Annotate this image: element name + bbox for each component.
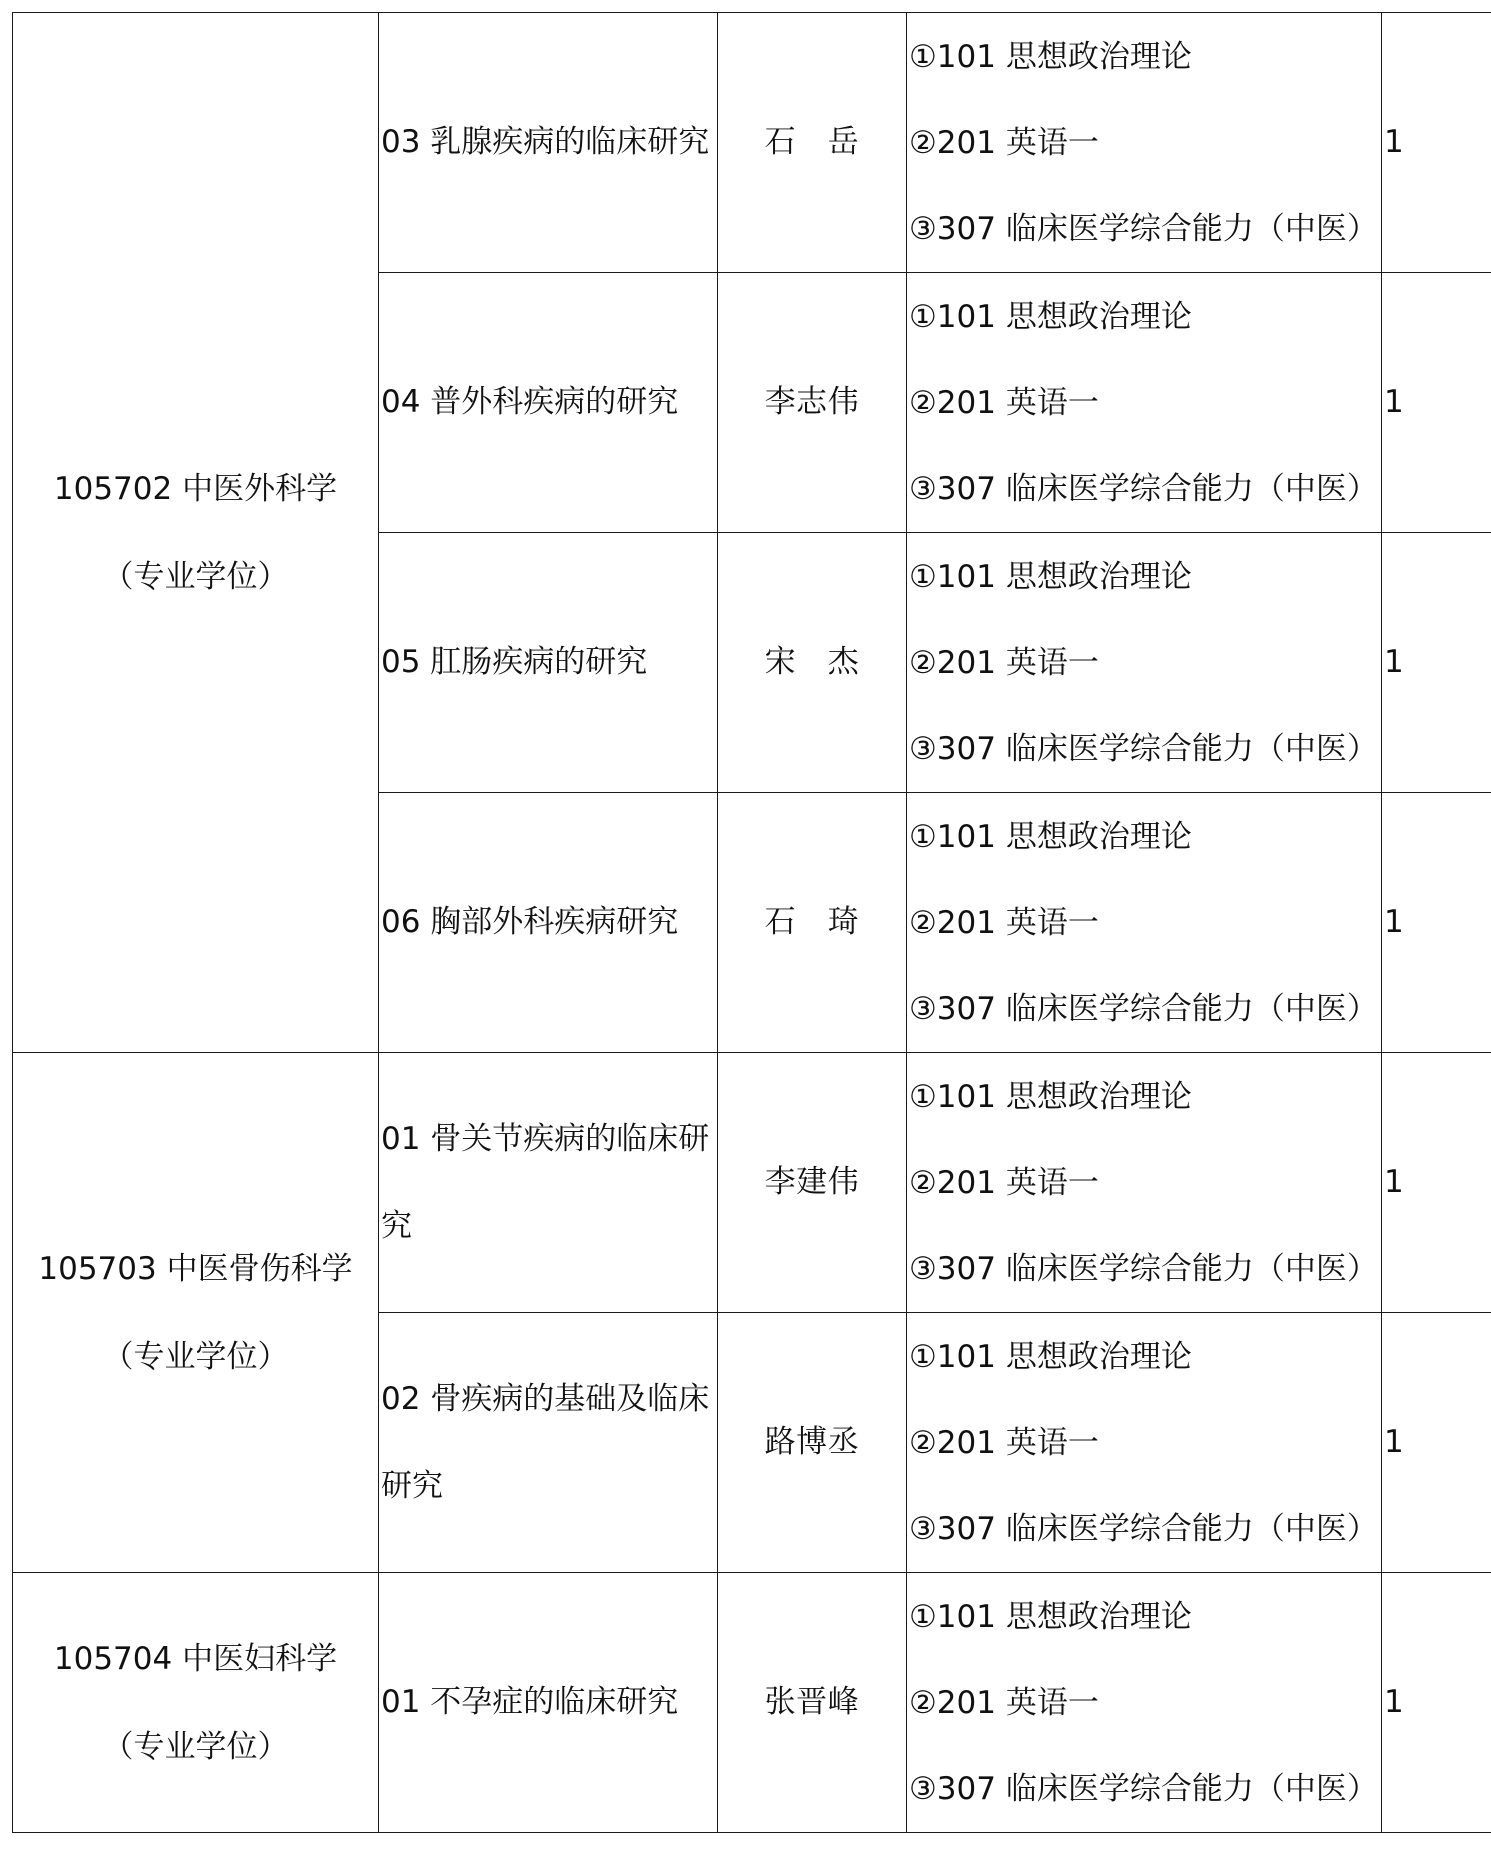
table-row bbox=[13, 1573, 1491, 1833]
major-cell bbox=[13, 13, 379, 1053]
major-degree-type: （专业学位） bbox=[102, 558, 289, 595]
direction-cell bbox=[379, 1053, 718, 1313]
advisor-cell bbox=[718, 533, 907, 793]
advisor-name: 张晋峰 bbox=[764, 1683, 860, 1720]
research-direction: 06 胸部外科疾病研究 bbox=[381, 904, 679, 940]
admissions-table bbox=[12, 12, 1491, 1833]
research-direction: 01 不孕症的临床研究 bbox=[381, 1684, 679, 1720]
advisor-cell bbox=[718, 1313, 907, 1573]
enrollment-quota: 1 bbox=[1384, 383, 1404, 420]
research-direction: 02 骨疾病的基础及临床研究 bbox=[381, 1380, 710, 1504]
exam-subject: ③307 临床医学综合能力（中医） bbox=[909, 990, 1378, 1027]
enrollment-quota: 1 bbox=[1384, 1683, 1404, 1720]
exam-subject: ③307 临床医学综合能力（中医） bbox=[909, 730, 1378, 767]
exam-subject: ③307 临床医学综合能力（中医） bbox=[909, 470, 1378, 507]
exam-subject: ②201 英语一 bbox=[909, 644, 1099, 681]
enrollment-quota: 1 bbox=[1384, 123, 1404, 160]
table-row bbox=[13, 13, 1491, 273]
direction-cell bbox=[379, 793, 718, 1053]
exam-subject: ②201 英语一 bbox=[909, 904, 1099, 941]
exam-subject: ②201 英语一 bbox=[909, 384, 1099, 421]
direction-cell bbox=[379, 1573, 718, 1833]
exam-subjects-cell bbox=[907, 1313, 1382, 1573]
exam-subject: ②201 英语一 bbox=[909, 1684, 1099, 1721]
exam-subject: ①101 思想政治理论 bbox=[909, 38, 1192, 75]
research-direction: 03 乳腺疾病的临床研究 bbox=[381, 124, 710, 160]
quota-cell bbox=[1382, 273, 1491, 533]
advisor-cell bbox=[718, 793, 907, 1053]
quota-cell bbox=[1382, 13, 1491, 273]
exam-subject: ②201 英语一 bbox=[909, 1164, 1099, 1201]
major-cell bbox=[13, 1573, 379, 1833]
exam-subjects-cell bbox=[907, 533, 1382, 793]
advisor-cell bbox=[718, 273, 907, 533]
exam-subject: ①101 思想政治理论 bbox=[909, 558, 1192, 595]
quota-cell bbox=[1382, 1573, 1491, 1833]
exam-subjects-cell bbox=[907, 13, 1382, 273]
research-direction: 05 肛肠疾病的研究 bbox=[381, 644, 648, 680]
advisor-name: 宋 杰 bbox=[764, 643, 860, 680]
exam-subject: ③307 临床医学综合能力（中医） bbox=[909, 210, 1378, 247]
major-cell bbox=[13, 1053, 379, 1573]
enrollment-quota: 1 bbox=[1384, 1163, 1404, 1200]
advisor-name: 石 琦 bbox=[764, 903, 860, 940]
research-direction: 01 骨关节疾病的临床研究 bbox=[381, 1120, 710, 1244]
advisor-name: 李建伟 bbox=[764, 1163, 860, 1200]
quota-cell bbox=[1382, 533, 1491, 793]
quota-cell bbox=[1382, 1053, 1491, 1313]
research-direction: 04 普外科疾病的研究 bbox=[381, 384, 679, 420]
enrollment-quota: 1 bbox=[1384, 903, 1404, 940]
exam-subject: ①101 思想政治理论 bbox=[909, 1598, 1192, 1635]
advisor-cell bbox=[718, 13, 907, 273]
exam-subject: ③307 临床医学综合能力（中医） bbox=[909, 1770, 1378, 1807]
quota-cell bbox=[1382, 1313, 1491, 1573]
table-row bbox=[13, 1053, 1491, 1313]
advisor-cell bbox=[718, 1573, 907, 1833]
direction-cell bbox=[379, 13, 718, 273]
exam-subject: ①101 思想政治理论 bbox=[909, 1338, 1192, 1375]
advisor-name: 石 岳 bbox=[764, 123, 860, 160]
exam-subjects-cell bbox=[907, 1573, 1382, 1833]
advisor-cell bbox=[718, 1053, 907, 1313]
exam-subject: ③307 临床医学综合能力（中医） bbox=[909, 1250, 1378, 1287]
major-degree-type: （专业学位） bbox=[102, 1728, 289, 1765]
exam-subject: ①101 思想政治理论 bbox=[909, 818, 1192, 855]
major-name: 105704 中医妇科学 bbox=[53, 1640, 338, 1677]
major-degree-type: （专业学位） bbox=[102, 1338, 289, 1375]
exam-subjects-cell bbox=[907, 1053, 1382, 1313]
exam-subject: ①101 思想政治理论 bbox=[909, 298, 1192, 335]
exam-subject: ②201 英语一 bbox=[909, 1424, 1099, 1461]
advisor-name: 李志伟 bbox=[764, 383, 860, 420]
enrollment-quota: 1 bbox=[1384, 1423, 1404, 1460]
admissions-table-page bbox=[12, 12, 1491, 1833]
enrollment-quota: 1 bbox=[1384, 643, 1404, 680]
major-name: 105702 中医外科学 bbox=[53, 470, 338, 507]
exam-subject: ②201 英语一 bbox=[909, 124, 1099, 161]
exam-subject: ①101 思想政治理论 bbox=[909, 1078, 1192, 1115]
direction-cell bbox=[379, 533, 718, 793]
major-name: 105703 中医骨伤科学 bbox=[38, 1250, 353, 1287]
direction-cell bbox=[379, 1313, 718, 1573]
quota-cell bbox=[1382, 793, 1491, 1053]
direction-cell bbox=[379, 273, 718, 533]
exam-subject: ③307 临床医学综合能力（中医） bbox=[909, 1510, 1378, 1547]
exam-subjects-cell bbox=[907, 793, 1382, 1053]
exam-subjects-cell bbox=[907, 273, 1382, 533]
advisor-name: 路博丞 bbox=[764, 1423, 860, 1460]
